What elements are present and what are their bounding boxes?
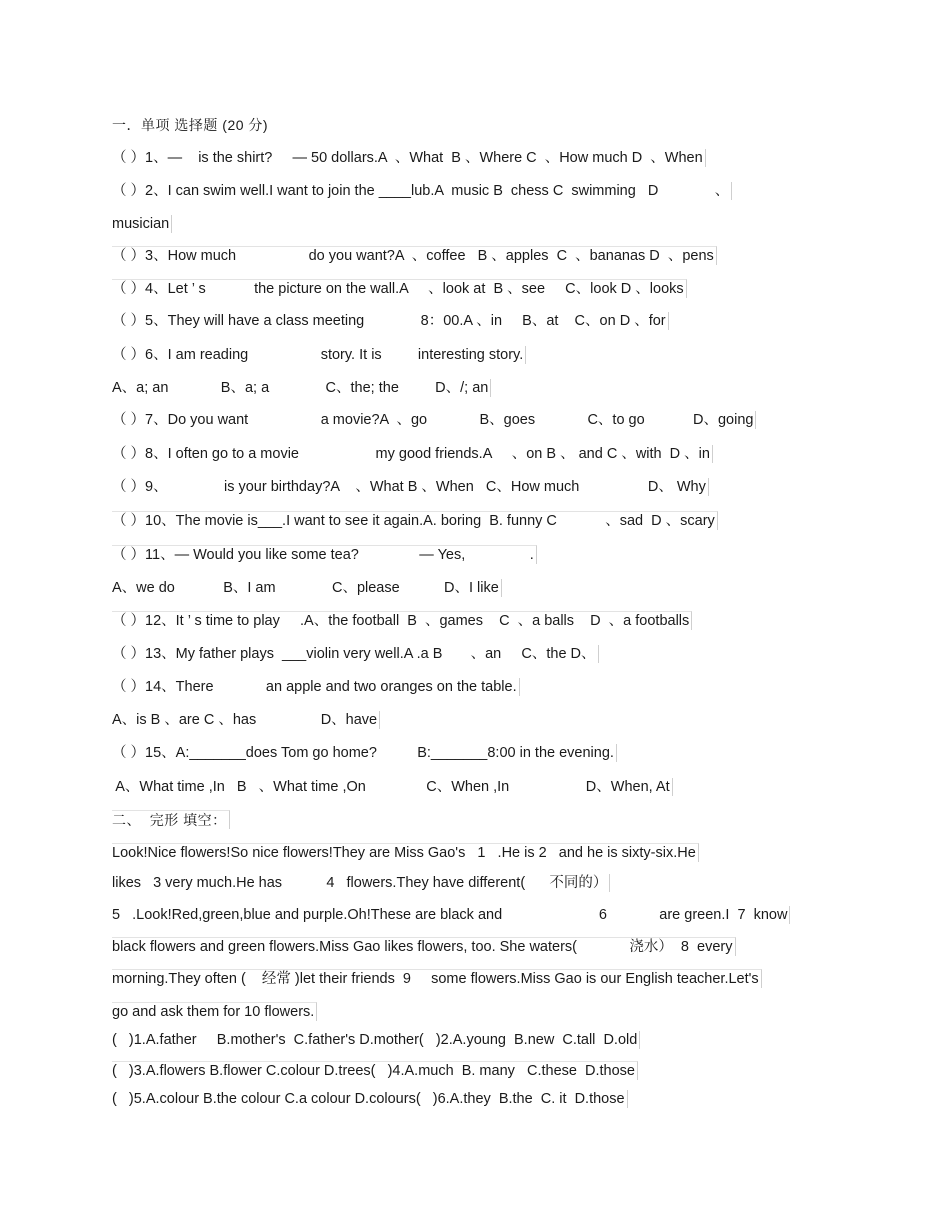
question-2-continuation: musician — [112, 215, 172, 233]
cloze-options-row-2: ( )3.A.flowers B.flower C.colour D.trees( )4.A.much B. many C.these D.those — [112, 1061, 638, 1080]
section-1-heading: 一．单项 选择题 (20 分) — [112, 117, 269, 133]
question-15: （ ）15、A:_______does Tom go home? B:_______8:00 in the evening. — [112, 744, 617, 762]
cloze-passage-line-2: likes 3 very much.He has 4 flowers.They have different( 不同的） — [112, 874, 610, 892]
question-3: （ ）3、How much do you want?A 、coffee B 、apples C 、bananas D 、pens — [112, 246, 717, 265]
question-14-options: A、is B 、are C 、has D、have — [112, 711, 380, 729]
question-11: （ ）11、— Would you like some tea? — Yes, . — [112, 545, 537, 564]
question-13: （ ）13、My father plays ___violin very well.A .a B 、an C、the D、 — [112, 645, 599, 663]
section-2-heading: 二、 完形 填空： — [112, 810, 230, 829]
question-7: （ ）7、Do you want a movie?A 、go B、goes C、to go D、going — [112, 411, 756, 429]
question-2: （ ）2、I can swim well.I want to join the ____lub.A music B chess C swimming D 、 — [112, 182, 732, 200]
cloze-passage-line-1: Look!Nice flowers!So nice flowers!They are Miss Gao's 1 .He is 2 and he is sixty-six.He — [112, 843, 699, 862]
question-10: （ ）10、The movie is___.I want to see it again.A. boring B. funny C 、sad D 、scary — [112, 511, 718, 530]
question-6-options: A、a; an B、a; a C、the; the D、/; an — [112, 379, 491, 397]
cloze-passage-line-6: go and ask them for 10 flowers. — [112, 1002, 317, 1021]
question-6: （ ）6、I am reading story. It is interesting story. — [112, 346, 526, 364]
question-1: （ ）1、— is the shirt? — 50 dollars.A 、What B 、Where C 、How much D 、When — [112, 149, 706, 167]
question-8: （ ）8、I often go to a movie my good friends.A 、on B 、 and C 、with D 、in — [112, 445, 713, 463]
cloze-passage-line-5: morning.They often ( 经常 )let their friends 9 some flowers.Miss Gao is our English teacher.Let's — [112, 969, 762, 988]
question-9: （ ）9、 is your birthday?A 、What B 、When C、How much D、 Why — [112, 478, 709, 496]
question-14: （ ）14、There an apple and two oranges on the table. — [112, 678, 520, 696]
cloze-options-row-3: ( )5.A.colour B.the colour C.a colour D.colours( )6.A.they B.the C. it D.those — [112, 1090, 628, 1108]
cloze-passage-line-3: 5 .Look!Red,green,blue and purple.Oh!These are black and 6 are green.I 7 know — [112, 906, 790, 924]
question-15-options: A、What time ,In B 、What time ,On C、When ,In D、When, At — [112, 778, 673, 796]
question-11-options: A、we do B、I am C、please D、I like — [112, 579, 502, 597]
question-12: （ ）12、It ’ s time to play .A、the football B 、games C 、a balls D 、a footballs — [112, 611, 692, 630]
question-5: （ ）5、They will have a class meeting 8：00.A 、in B、at C、on D 、for — [112, 312, 669, 330]
question-4: （ ）4、Let ’ s the picture on the wall.A 、look at B 、see C、look D 、looks — [112, 279, 687, 298]
cloze-options-row-1: ( )1.A.father B.mother's C.father's D.mother( )2.A.young B.new C.tall D.old — [112, 1031, 640, 1049]
cloze-passage-line-4: black flowers and green flowers.Miss Gao likes flowers, too. She waters( 浇水） 8 every — [112, 937, 736, 956]
